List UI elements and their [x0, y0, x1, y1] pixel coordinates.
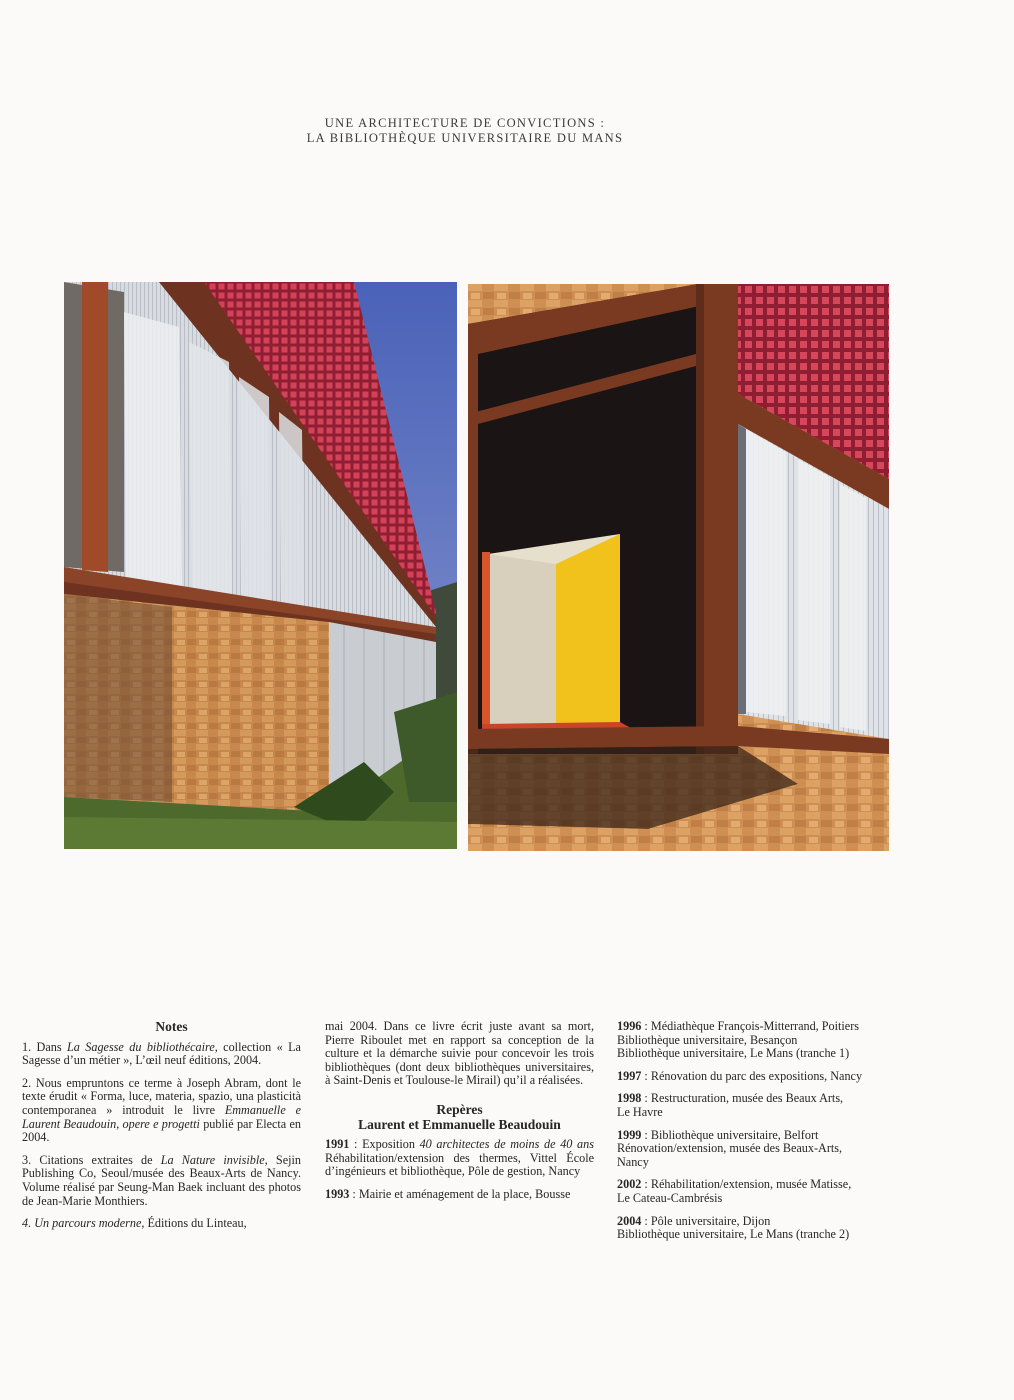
note-1: 1. Dans La Sagesse du bibliothécaire, collection « La Sagesse d’un métier », L’œil neuf éditions, 2004.	[22, 1039, 301, 1068]
note-continuation: mai 2004. Dans ce livre écrit juste avant sa mort, Pierre Riboulet met en rapport sa conception de la culture et la démarche suivie pour concevoir les trois bibliothèques (dont deux bibliothèques universitaires, à Saint-Denis et Toulouse-le Mirail) qu’il a réalisées.	[325, 1019, 594, 1088]
header-line-1: UNE ARCHITECTURE DE CONVICTIONS :	[324, 116, 606, 130]
note-3: 3. Citations extraites de La Nature invisible, Sejin Publishing Co, Seoul/musée des Beaux-Arts de Nancy. Volume réalisé par Seung-Man Baek incluant des photos de Jean-Marie Monthiers.	[22, 1152, 301, 1208]
repere-1991: 1991 : Exposition 40 architectes de moins de 40 ans Réhabilitation/extension des thermes, Vittel École d’ingénieurs et bibliothèque, Pôle de gestion, Nancy	[325, 1136, 594, 1179]
note-2: 2. Nous empruntons ce terme à Joseph Abram, dont le texte érudit « Forma, luce, materia, spazio, una plasticità contemporanea » introduit le livre Emmanuelle e Laurent Beaudouin, opere e progetti publié par Electa en 2004.	[22, 1075, 301, 1145]
building-facade-photo	[64, 282, 457, 849]
notes-column	[22, 1019, 301, 1240]
reperes-column	[617, 1020, 886, 1251]
notes-title: Notes	[155, 1019, 188, 1034]
repere-1993: 1993 : Mairie et aménagement de la place, Bousse	[325, 1186, 571, 1201]
repere-1999: 1999 : Bibliothèque universitaire, Belfort Rénovation/extension, musée des Beaux-Arts, Nancy	[617, 1127, 843, 1169]
building-corner-window-photo	[468, 284, 889, 851]
repere-1998: 1998 : Restructuration, musée des Beaux Arts, Le Havre	[617, 1091, 844, 1119]
repere-2002: 2002 : Réhabilitation/extension, musée Matisse, Le Cateau-Cambrésis	[617, 1177, 852, 1205]
repere-1997: 1997 : Rénovation du parc des expositions, Nancy	[617, 1068, 863, 1083]
repere-2004: 2004 : Pôle universitaire, Dijon Bibliothèque universitaire, Le Mans (tranche 2)	[617, 1213, 850, 1242]
reperes-title: Repères Laurent et Emmanuelle Beaudouin	[358, 1101, 561, 1132]
repere-1996: 1996 : Médiathèque François-Mitterrand, Poitiers Bibliothèque universitaire, Besançon Bibliothèque universitaire, Le Mans (tranche 1)	[617, 1019, 860, 1061]
middle-column	[325, 1020, 594, 1210]
header-line-2: LA BIBLIOTHÈQUE UNIVERSITAIRE DU MANS	[306, 131, 624, 145]
page-header	[0, 116, 930, 146]
note-4: 4. Un parcours moderne, Éditions du Linteau,	[22, 1216, 247, 1231]
